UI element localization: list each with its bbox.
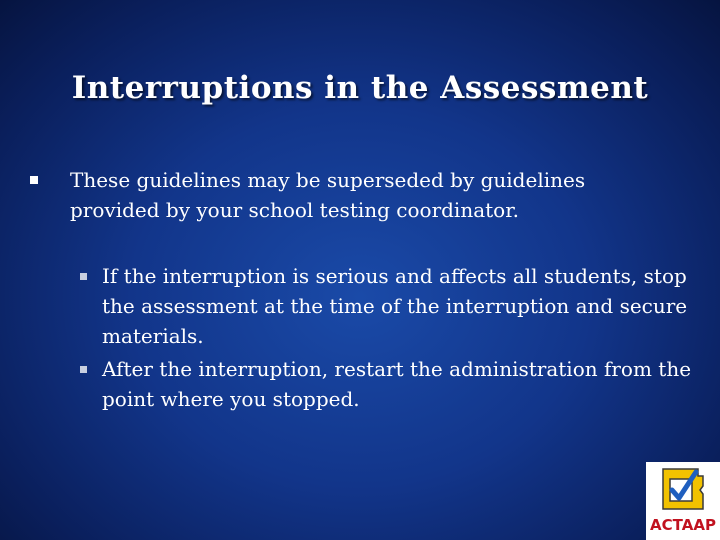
logo-text: ACTAAP: [650, 516, 716, 534]
checkmark-state-icon: [660, 466, 706, 512]
square-bullet-icon: [30, 176, 38, 184]
square-bullet-icon: [80, 366, 87, 373]
sub-bullet-text: After the interruption, restart the administration from the point where you stopped.: [102, 357, 692, 411]
sub-bullet-text: If the interruption is serious and affects all students, stop the assessment at the time of the interruption and secure materials.: [102, 264, 688, 348]
bullet-text: These guidelines may be superseded by guidelines provided by your school testing coordinator.: [70, 168, 586, 222]
square-bullet-icon: [80, 273, 87, 280]
actaap-logo: [646, 462, 720, 540]
slide-title: Interruptions in the Assessment: [71, 70, 649, 106]
